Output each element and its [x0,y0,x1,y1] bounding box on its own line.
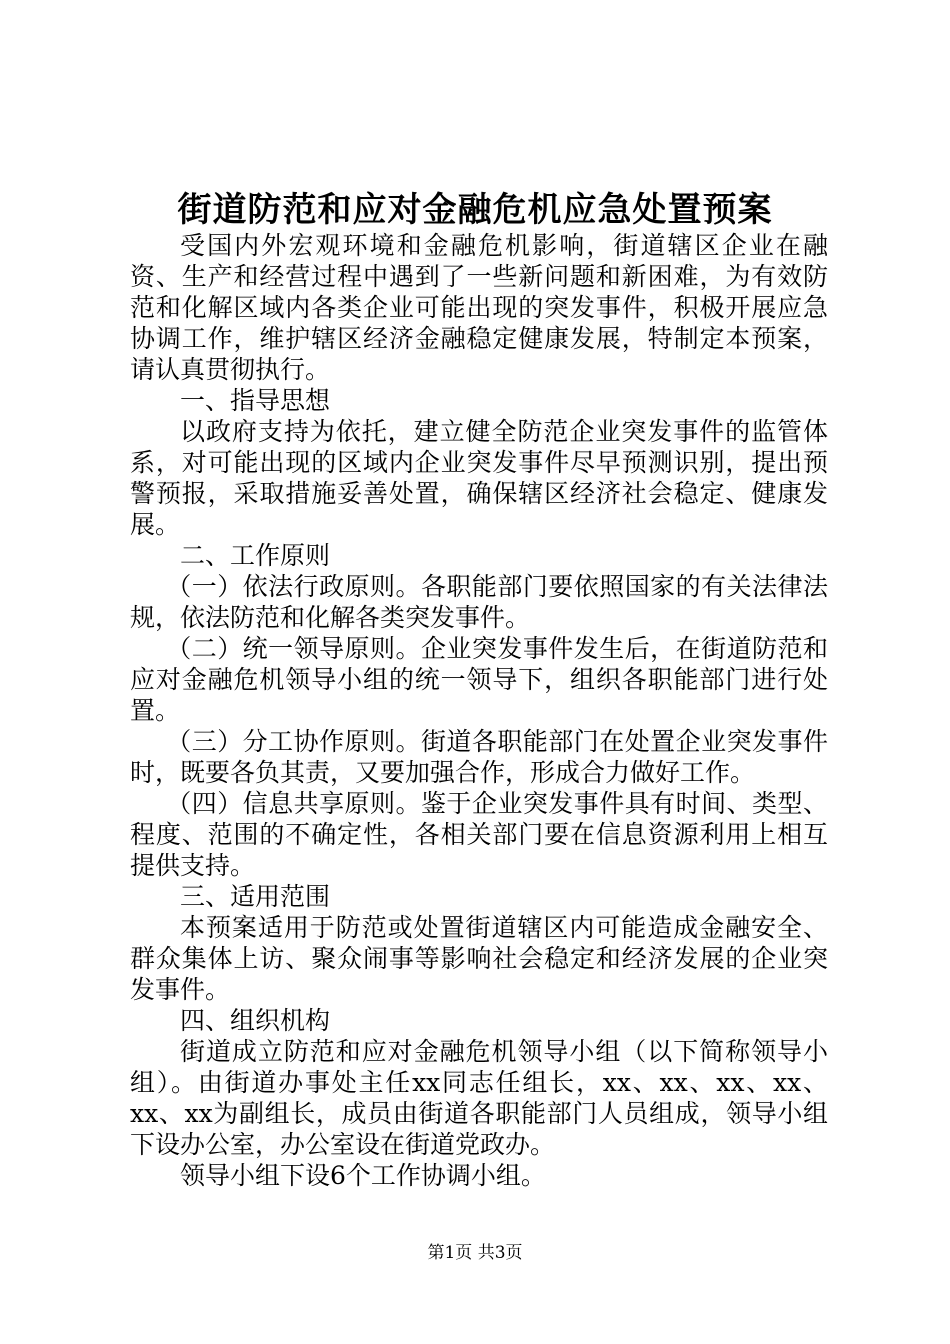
coordination-groups-paragraph: 领导小组下设6个工作协调小组。 [180,1161,546,1190]
section-heading-organization: 四、组织机构 [180,1006,331,1035]
principle-paragraph-4: （四）信息共享原则。鉴于企业突发事件具有时间、类型、程度、范围的不确定性，各相关部门要在信息资源利用上相互提供支持。 [130,789,828,880]
organization-paragraph: 街道成立防范和应对金融危机领导小组（以下简称领导小组）。由街道办事处主任xx同志任组长，xx、xx、xx、xx、xx、xx为副组长，成员由街道各职能部门人员组成，领导小组下设办公室，办公室设在街道党政办。 [130,1037,828,1159]
intro-paragraph: 受国内外宏观环境和金融危机影响，街道辖区企业在融资、生产和经营过程中遇到了一些新问题和新困难，为有效防范和化解区域内各类企业可能出现的突发事件，积极开展应急协调工作，维护辖区经济金融稳定健康发展，特制定本预案，请认真贯彻执行。 [130,231,828,384]
principle-paragraph-2: （二）统一领导原则。企业突发事件发生后，在街道防范和应对金融危机领导小组的统一领导下，组织各职能部门进行处置。 [130,634,828,725]
section-heading-working-principles: 二、工作原则 [180,541,331,570]
page-footer: 第1页 共3页 [427,1243,523,1263]
principle-paragraph-1: （一）依法行政原则。各职能部门要依照国家的有关法律法规，依法防范和化解各类突发事件。 [130,572,828,632]
scope-paragraph: 本预案适用于防范或处置街道辖区内可能造成金融安全、群众集体上访、聚众闹事等影响社会稳定和经济发展的企业突发事件。 [130,913,828,1004]
document-body [130,230,828,1191]
principle-paragraph-3: （三）分工协作原则。街道各职能部门在处置企业突发事件时，既要各负其责，又要加强合作，形成合力做好工作。 [130,727,828,787]
section-heading-scope: 三、适用范围 [180,882,331,911]
guiding-ideology-paragraph: 以政府支持为依托，建立健全防范企业突发事件的监管体系，对可能出现的区域内企业突发事件尽早预测识别，提出预警预报，采取措施妥善处置，确保辖区经济社会稳定、健康发展。 [130,417,828,539]
document-title: 街道防范和应对金融危机应急处置预案 [177,190,773,230]
section-heading-guiding-ideology: 一、指导思想 [180,386,331,415]
